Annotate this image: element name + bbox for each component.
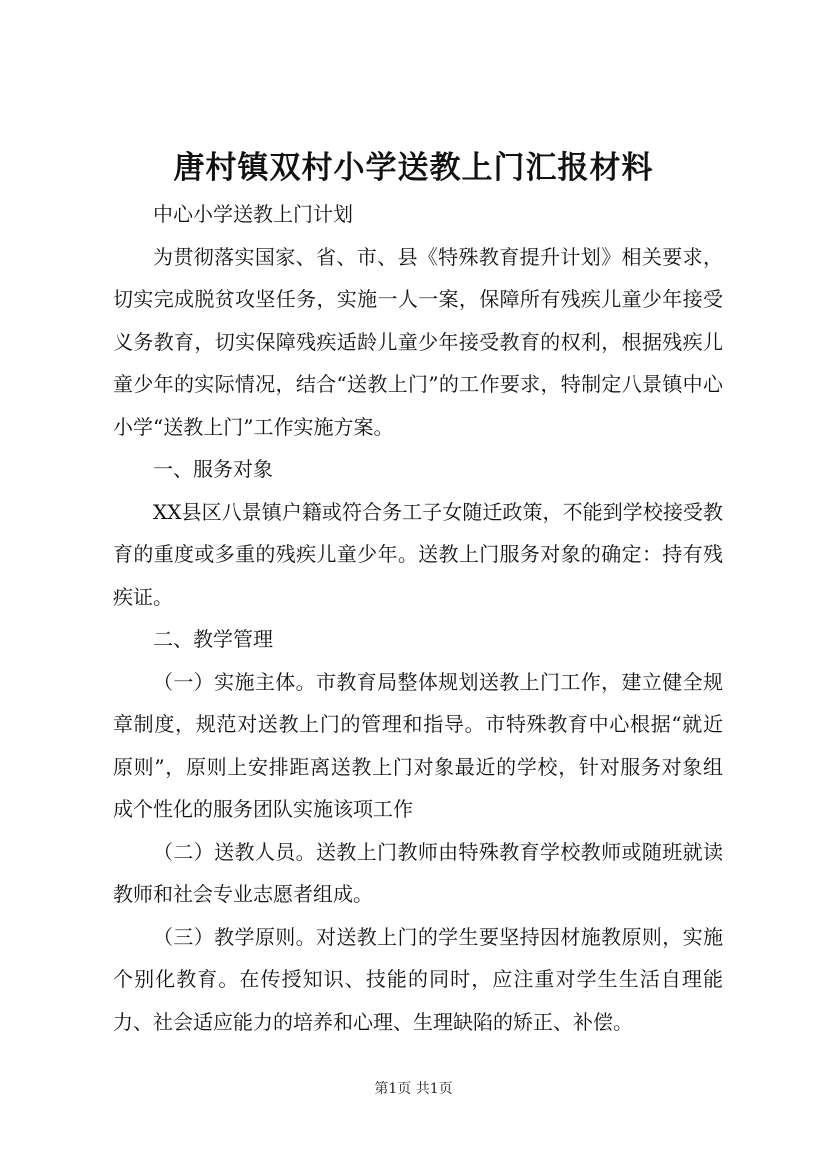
item-teaching-staff: （二）送教人员。送教上门教师由特殊教育学校教师或随班就读教师和社会专业志愿者组成。 — [113, 839, 723, 906]
document-title: 唐村镇双村小学送教上门汇报材料 — [173, 150, 654, 186]
intro-paragraph: 为贯彻落实国家、省、市、县《特殊教育提升计划》相关要求，切实完成脱贫攻坚任务，实施一人一案，保障所有残疾儿童少年接受义务教育，切实保障残疾适龄儿童少年接受教育的权利，根据残疾儿童少年的实际情况，结合“送教上门”的工作要求，特制定八景镇中心小学“送教上门”工作实施方案。 — [113, 244, 723, 439]
section-heading-service-target: 一、服务对象 — [153, 457, 273, 481]
item-teaching-principles: （三）教学原则。对送教上门的学生要坚持因材施教原则，实施个别化教育。在传授知识、技能的同时，应注重对学生生活自理能力、社会适应能力的培养和心理、生理缺陷的矫正、补偿。 — [113, 924, 723, 1034]
page-number-footer: 第1页 共1页 — [374, 1081, 453, 1097]
item-implementation-body: （一）实施主体。市教育局整体规划送教上门工作，建立健全规章制度，规范对送教上门的管理和指导。市特殊教育中心根据“就近原则”，原则上安排距离送教上门对象最近的学校，针对服务对象组成个性化的服务团队实施该项工作 — [113, 669, 723, 821]
service-target-paragraph: XX县区八景镇户籍或符合务工子女随迁政策，不能到学校接受教育的重度或多重的残疾儿童少年。送教上门服务对象的确定：持有残疾证。 — [113, 499, 723, 609]
document-body — [113, 193, 723, 1043]
section-heading-teaching-management: 二、教学管理 — [153, 627, 273, 651]
plan-subtitle: 中心小学送教上门计划 — [153, 202, 353, 226]
